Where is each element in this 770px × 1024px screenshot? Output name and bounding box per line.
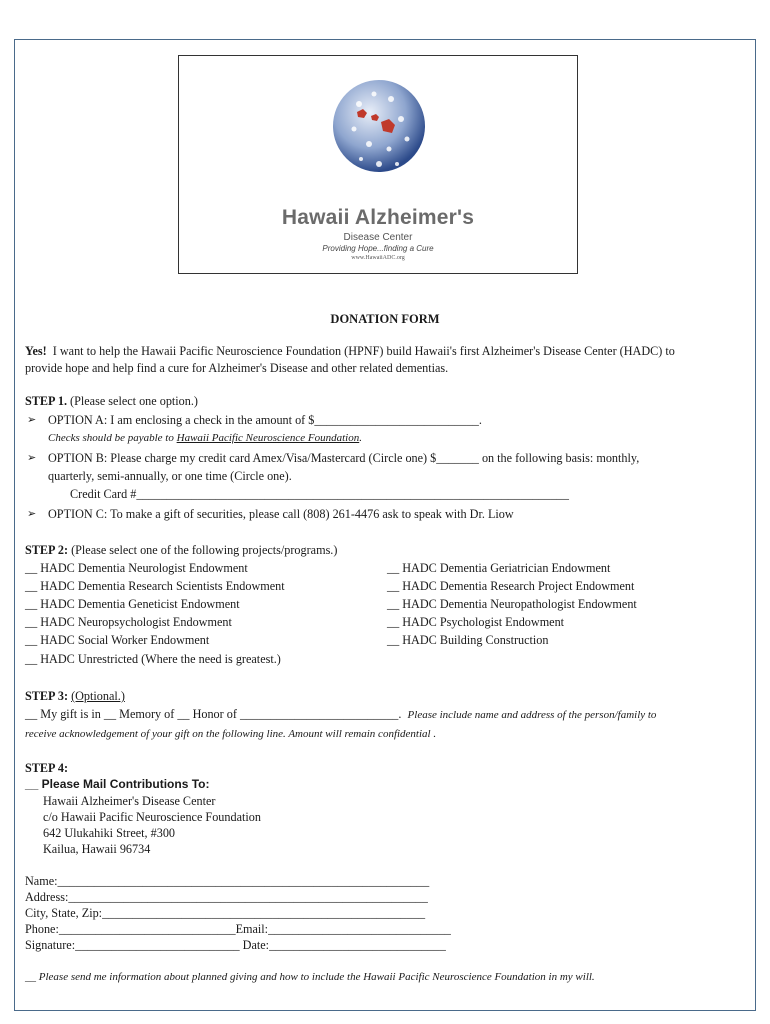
arrow-bullet-icon: ➢	[27, 451, 37, 464]
project-option[interactable]: __ HADC Dementia Geneticist Endowment	[25, 597, 240, 611]
option-a[interactable]: OPTION A: I am enclosing a check in the amount of $___________________________.	[48, 413, 482, 427]
address-line: c/o Hawaii Pacific Neuroscience Foundation	[43, 810, 261, 824]
option-c[interactable]: OPTION C: To make a gift of securities, please call (808) 261-4476 ask to speak with Dr. Liow	[48, 507, 514, 521]
step1-label: STEP 1.	[25, 394, 67, 408]
logo-title: Hawaii Alzheimer's	[281, 206, 475, 229]
step1-header	[25, 393, 198, 409]
signature-date-field[interactable]: Signature:___________________________ Date:_____________________________	[25, 938, 446, 952]
intro-line2: provide hope and help find a cure for Alzheimer's Disease and other related dementias.	[25, 361, 449, 375]
step3-optional: (Optional.)	[71, 689, 125, 703]
name-field[interactable]: Name:_____________________________________________________________	[25, 874, 430, 888]
project-option[interactable]: __ HADC Dementia Research Project Endowment	[387, 579, 635, 593]
address-line: Kailua, Hawaii 96734	[43, 842, 151, 856]
planned-giving-option[interactable]: __ Please send me information about planned giving and how to include the Hawaii Pacific Neuroscience Foundation in my will.	[25, 971, 595, 983]
checks-note-suffix: .	[359, 432, 362, 444]
checks-note	[48, 430, 362, 446]
credit-card-field[interactable]: Credit Card #_______________________________________________________________________	[70, 487, 569, 501]
step2-header	[25, 542, 337, 558]
address-line: 642 Ulukahiki Street, #300	[43, 826, 176, 840]
step3-line2: receive acknowledgement of your gift on the following line. Amount will remain confidential .	[25, 728, 437, 740]
address-line: Hawaii Alzheimer's Disease Center	[43, 794, 216, 808]
step3-line1[interactable]	[25, 706, 656, 723]
project-option[interactable]: __ HADC Dementia Research Scientists Endowment	[25, 579, 285, 593]
project-option[interactable]: __ HADC Neuropsychologist Endowment	[25, 615, 232, 629]
project-option[interactable]: __ HADC Dementia Neurologist Endowment	[25, 561, 248, 575]
arrow-bullet-icon: ➢	[27, 507, 37, 520]
intro-text1: I want to help the Hawaii Pacific Neuroscience Foundation (HPNF) build Hawaii's first Alzheimer's Disease Center (HADC) to	[52, 344, 675, 358]
logo-url: www.HawaiiADC.org	[351, 255, 405, 261]
logo-box	[178, 55, 578, 274]
project-option[interactable]: __ HADC Building Construction	[387, 633, 549, 647]
checks-payee: Hawaii Pacific Neuroscience Foundation	[176, 432, 360, 444]
address-field[interactable]: Address:___________________________________________________________	[25, 890, 428, 904]
intro-line1	[25, 343, 675, 359]
intro-yes: Yes!	[25, 344, 47, 358]
step3-note: Please include name and address of the person/family to	[407, 709, 657, 721]
step3-label: STEP 3:	[25, 689, 69, 703]
logo-subtitle: Disease Center	[343, 232, 413, 243]
step4-label: STEP 4:	[25, 761, 69, 775]
city-state-zip-field[interactable]: City, State, Zip:_____________________________________________________	[25, 906, 426, 920]
project-option[interactable]: __ HADC Social Worker Endowment	[25, 633, 210, 647]
step3-header	[25, 688, 125, 704]
project-option[interactable]: __ HADC Dementia Geriatrician Endowment	[387, 561, 611, 575]
arrow-bullet-icon: ➢	[27, 413, 37, 426]
logo-tagline: Providing Hope...finding a Cure	[322, 244, 434, 253]
option-b-line2: quarterly, semi-annually, or one time (Circle one).	[48, 469, 292, 483]
option-b-line1[interactable]: OPTION B: Please charge my credit card Amex/Visa/Mastercard (Circle one) $_______ on the following basis: monthly,	[48, 451, 640, 465]
project-option[interactable]: __ HADC Psychologist Endowment	[387, 615, 565, 629]
step2-instruction: (Please select one of the following projects/programs.)	[71, 543, 338, 557]
project-option[interactable]: __ HADC Unrestricted (Where the need is greatest.)	[25, 652, 281, 666]
step1-instruction: (Please select one option.)	[70, 394, 198, 408]
phone-email-field[interactable]: Phone:_____________________________Email:______________________________	[25, 922, 451, 936]
checks-note-prefix: Checks should be payable to	[48, 432, 177, 444]
form-title: DONATION FORM	[330, 312, 440, 326]
gift-honor-field[interactable]: __ My gift is in __ Memory of __ Honor of __________________________.	[25, 707, 402, 721]
step2-label: STEP 2:	[25, 543, 69, 557]
mail-contributions-heading[interactable]: __ Please Mail Contributions To:	[25, 777, 210, 791]
project-option[interactable]: __ HADC Dementia Neuropathologist Endowment	[387, 597, 637, 611]
globe-logo-icon	[329, 64, 429, 194]
